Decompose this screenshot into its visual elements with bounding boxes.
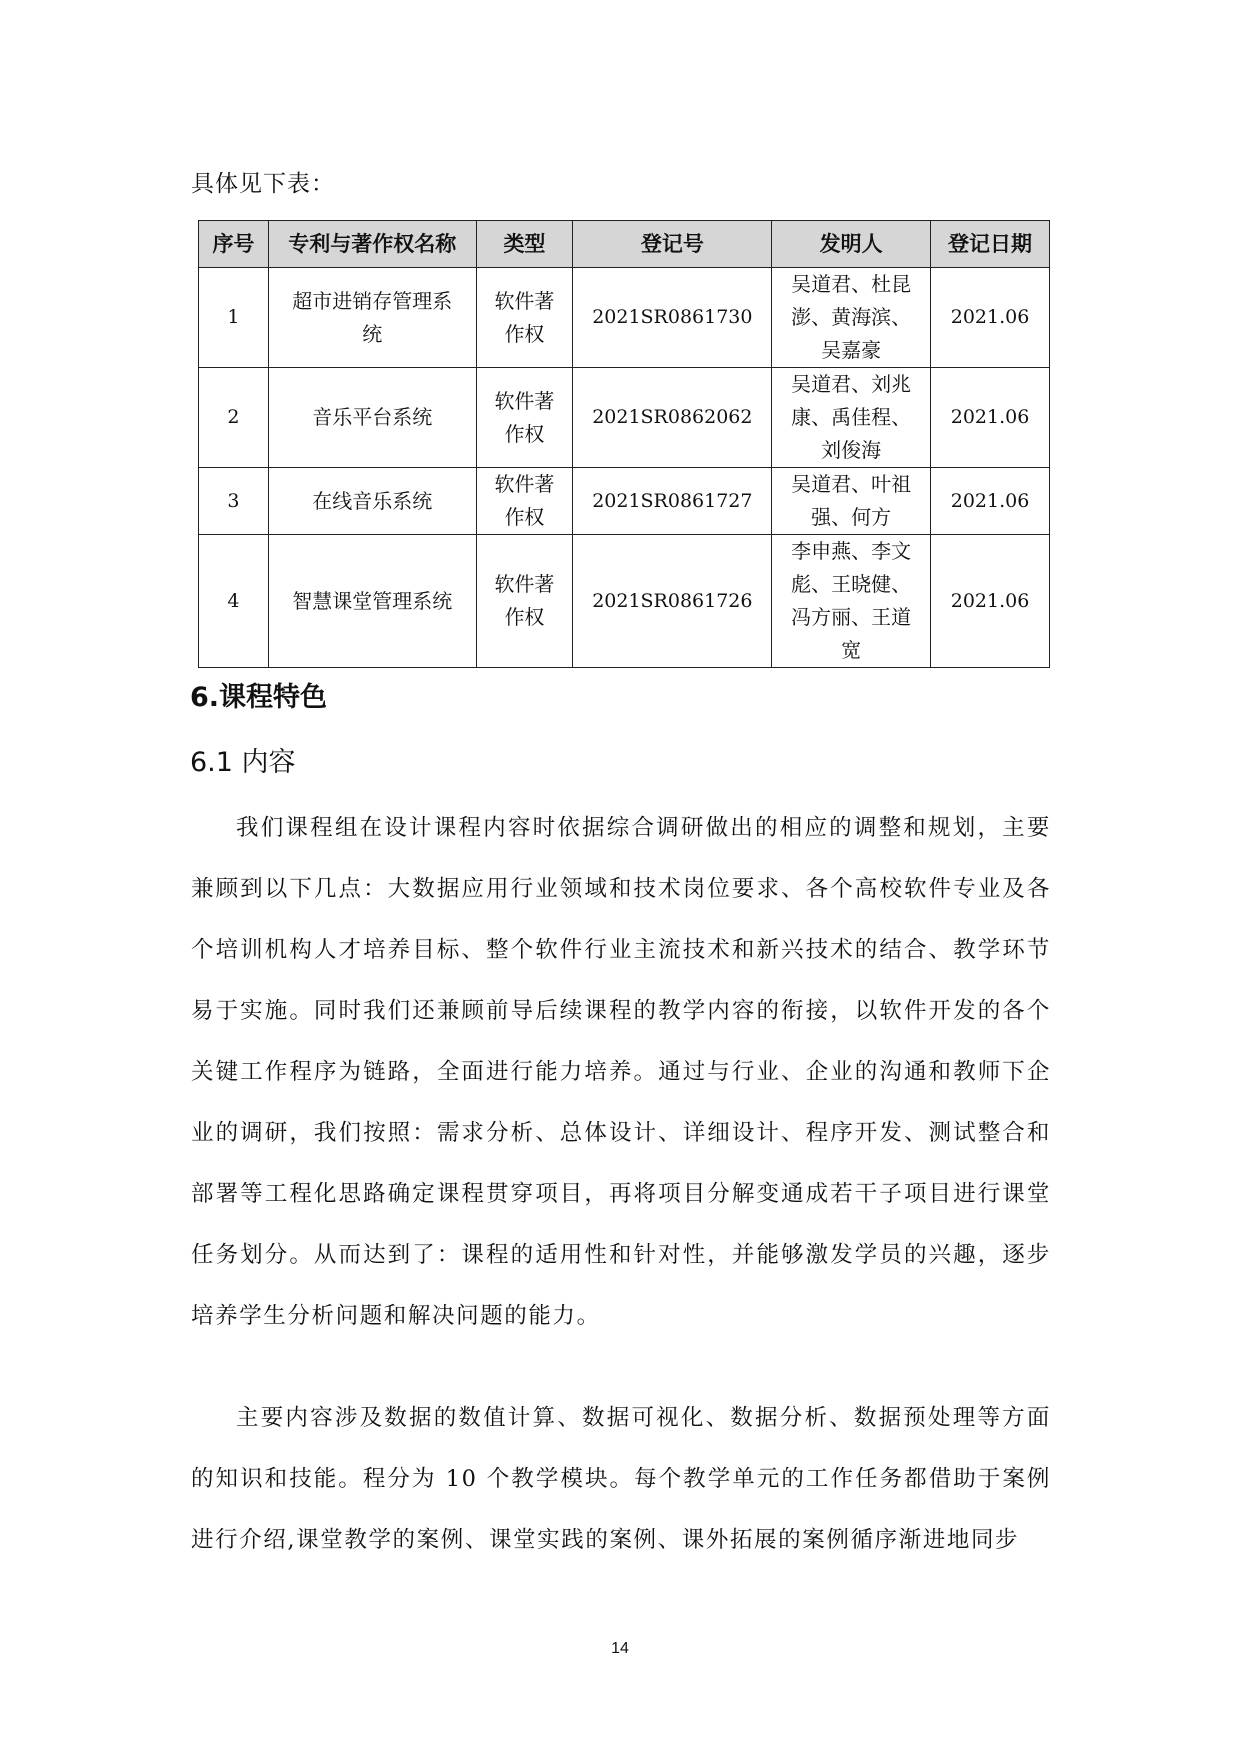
cell-reg: 2021SR0862062 [573,368,772,468]
cell-reg: 2021SR0861727 [573,468,772,535]
cell-no: 1 [199,268,269,368]
col-header-date: 登记日期 [931,221,1050,268]
page-number: 14 [611,1640,629,1657]
cell-no: 3 [199,468,269,535]
table-row [199,268,1050,368]
subsection-heading: 6.1 内容 [190,747,296,778]
cell-inventors: 吴道君、叶祖强、何方 [772,468,931,535]
cell-date: 2021.06 [931,468,1050,535]
cell-type: 软件著作权 [476,268,573,368]
intro-text: 具体见下表： [191,171,335,197]
col-header-type: 类型 [476,221,573,268]
cell-type: 软件著作权 [476,368,573,468]
cell-no: 4 [199,535,269,668]
cell-date: 2021.06 [931,535,1050,668]
section-heading: 6.课程特色 [190,682,328,713]
table-row [199,468,1050,535]
cell-name: 超市进销存管理系统 [268,268,476,368]
cell-type: 软件著作权 [476,468,573,535]
col-header-no: 序号 [199,221,269,268]
cell-date: 2021.06 [931,268,1050,368]
col-header-inventors: 发明人 [772,221,931,268]
patent-table [198,220,1050,668]
cell-no: 2 [199,368,269,468]
cell-name: 在线音乐系统 [268,468,476,535]
cell-name: 音乐平台系统 [268,368,476,468]
table-row [199,535,1050,668]
cell-inventors: 吴道君、杜昆澎、黄海滨、吴嘉豪 [772,268,931,368]
cell-date: 2021.06 [931,368,1050,468]
cell-type: 软件著作权 [476,535,573,668]
col-header-reg: 登记号 [573,221,772,268]
body-paragraph: 我们课程组在设计课程内容时依据综合调研做出的相应的调整和规划，主要兼顾到以下几点：大数据应用行业领域和技术岗位要求、各个高校软件专业及各个培训机构人才培养目标、整个软件行业主流技术和新兴技术的结合、教学环节易于实施。同时我们还兼顾前导后续课程的教学内容的衔接，以软件开发的各个关键工作程序为链路，全面进行能力培养。通过与行业、企业的沟通和教师下企业的调研，我们按照：需求分析、总体设计、详细设计、程序开发、测试整合和部署等工程化思路确定课程贯穿项目，再将项目分解变通成若干子项目进行课堂任务划分。从而达到了：课程的适用性和针对性，并能够激发学员的兴趣，逐步培养学生分析问题和解决问题的能力。 [191,815,1051,1329]
body-paragraph: 主要内容涉及数据的数值计算、数据可视化、数据分析、数据预处理等方面的知识和技能。程分为 10 个教学模块。每个教学单元的工作任务都借助于案例进行介绍,课堂教学的案例、课堂实践的案例、课外拓展的案例循序渐进地同步 [191,1405,1051,1553]
table-header-row [199,221,1050,268]
cell-inventors: 吴道君、刘兆康、禹佳程、刘俊海 [772,368,931,468]
cell-inventors: 李申燕、李文彪、王晓健、冯方丽、王道宽 [772,535,931,668]
col-header-name: 专利与著作权名称 [268,221,476,268]
table-row [199,368,1050,468]
cell-name: 智慧课堂管理系统 [268,535,476,668]
cell-reg: 2021SR0861726 [573,535,772,668]
cell-reg: 2021SR0861730 [573,268,772,368]
